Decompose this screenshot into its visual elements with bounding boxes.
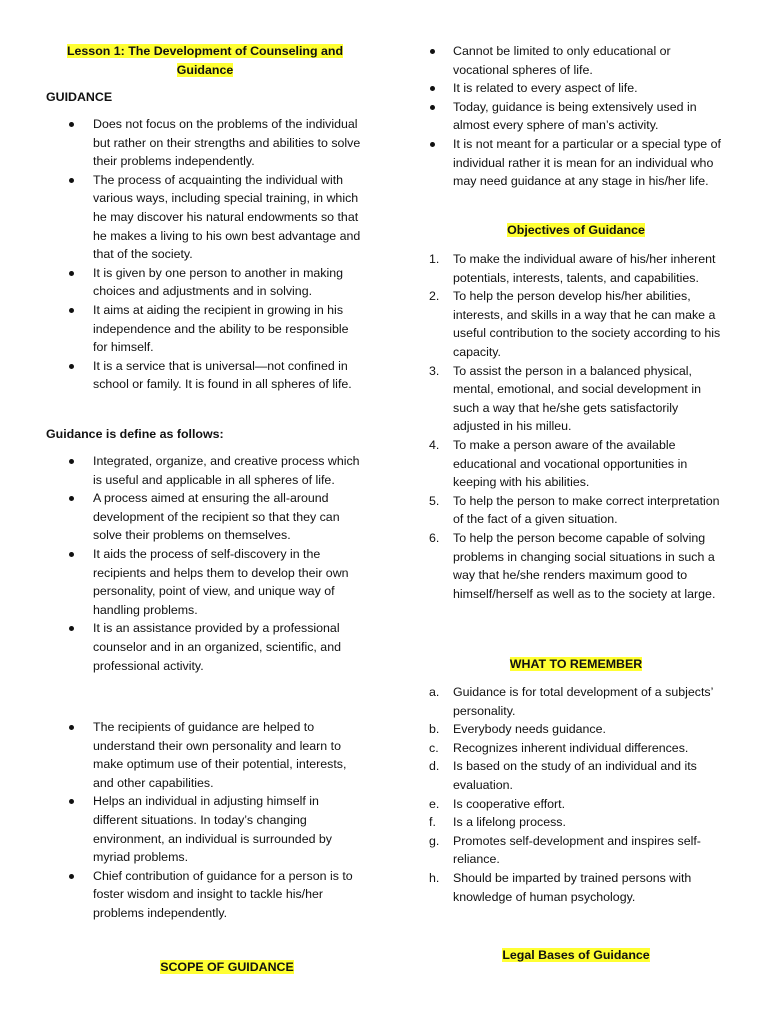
list-item (423, 739, 723, 758)
list-text: Promotes self-development and inspires self-reliance. (453, 833, 701, 867)
list-text: To help the person develop his/her abilities, interests, and skills in a way that he can make a useful contribution to the society according to his capacity. (453, 289, 721, 359)
list-item (423, 492, 723, 529)
legal-heading (423, 946, 729, 965)
list-marker: h. (429, 870, 440, 885)
list-item: It is an assistance provided by a professional counselor and in an organized, scientific, and professional activity. (46, 619, 364, 675)
list-item: It aids the process of self-discovery in the recipients and helps them to develop their own personality, point of view, and unique way of handling problems. (46, 545, 364, 619)
list-item: It is related to every aspect of life. (423, 79, 723, 98)
list-marker: a. (429, 685, 440, 699)
remember-list (423, 683, 723, 906)
guidance-list (46, 115, 364, 394)
list-item: A process aimed at ensuring the all-around development of the recipient so that they can solve their problems on themselves. (46, 489, 364, 545)
document-title (60, 42, 350, 80)
list-item: It aims at aiding the recipient in growing in his independence and the ability to be responsible for himself. (46, 301, 364, 357)
list-text: To help the person to make correct interpretation of the fact of a given situation. (453, 493, 720, 527)
objectives-heading-text: Objectives of Guidance (507, 223, 645, 237)
list-marker: b. (429, 722, 440, 737)
list-item (423, 529, 723, 603)
list-item (423, 813, 723, 832)
list-marker: 3. (429, 363, 440, 378)
list-item: Today, guidance is being extensively used in almost every sphere of man’s activity. (423, 98, 723, 135)
list-text: Is based on the study of an individual and its evaluation. (453, 759, 697, 792)
list-item (423, 795, 723, 814)
list-item: Integrated, organize, and creative process which is useful and applicable in all spheres of life. (46, 452, 364, 489)
guidance-heading: GUIDANCE (46, 90, 113, 104)
list-item (423, 362, 723, 436)
list-marker: 4. (429, 437, 440, 452)
list-text: Should be imparted by trained persons with knowledge of human psychology. (453, 870, 692, 904)
list-item: The recipients of guidance are helped to understand their own personality and learn to make optimum use of their potential, interests, and other capabilities. (46, 718, 364, 792)
scope-heading (46, 958, 408, 977)
list-marker: 2. (429, 289, 440, 304)
list-item: It is not meant for a particular or a special type of individual rather it is mean for an individual who may need guidance at any stage in his/her life. (423, 135, 723, 191)
list-marker: 6. (429, 530, 440, 545)
list-item: Chief contribution of guidance for a person is to foster wisdom and insight to tackle his/her problems independently. (46, 867, 364, 923)
list-marker: c. (429, 740, 439, 755)
list-item (423, 683, 723, 720)
list-item: Cannot be limited to only educational or vocational spheres of life. (423, 42, 723, 79)
document-title-text: Lesson 1: The Development of Counseling and Guidance (66, 44, 344, 77)
list-item (423, 720, 723, 739)
remember-heading (423, 655, 729, 674)
objectives-list (423, 250, 723, 603)
list-item (423, 250, 723, 287)
list-text: Guidance is for total development of a subjects’ personality. (453, 685, 713, 718)
list-item: It is a service that is universal—not confined in school or family. It is found in all spheres of life. (46, 357, 364, 394)
list-marker: g. (429, 833, 440, 848)
list-item (423, 869, 723, 906)
list-text: Is a lifelong process. (453, 815, 566, 830)
scope-list (423, 42, 723, 191)
list-marker: d. (429, 759, 440, 774)
list-item: It is given by one person to another in making choices and adjustments and in solving. (46, 264, 364, 301)
more-list (46, 718, 364, 923)
list-item: Helps an individual in adjusting himself in different situations. In today’s changing environment, an individual is surrounded by myriad problems. (46, 792, 364, 866)
list-text: Is cooperative effort. (453, 796, 566, 811)
objectives-heading (423, 221, 729, 240)
list-marker: f. (429, 815, 436, 830)
define-heading: Guidance is define as follows: (46, 427, 224, 441)
list-marker: 5. (429, 493, 440, 508)
list-text: To make the individual aware of his/her inherent potentials, interests, talents, and capabilities. (453, 252, 716, 285)
list-marker: 1. (429, 252, 440, 266)
define-list (46, 452, 364, 675)
list-text: To assist the person in a balanced physical, mental, emotional, and social development in such a way that he/she gets satisfactorily adjusted in his milleu. (453, 363, 701, 434)
remember-heading-text: WHAT TO REMEMBER (509, 657, 643, 671)
list-text: To make a person aware of the available educational and vocational opportunities in keeping with his abilities. (453, 437, 688, 490)
list-text: To help the person become capable of solving problems in changing social situations in such a way that he/she renders maximum good to himself/herself as well as to the society at large. (453, 530, 716, 601)
list-item (423, 436, 723, 492)
legal-heading-text: Legal Bases of Guidance (502, 948, 650, 962)
list-marker: e. (429, 796, 440, 811)
list-text: Everybody needs guidance. (453, 722, 606, 737)
list-item (423, 287, 723, 361)
list-item (423, 832, 723, 869)
list-text: Recognizes inherent individual differences. (453, 740, 689, 755)
list-item: Does not focus on the problems of the individual but rather on their strengths and abilities to solve their problems independently. (46, 115, 364, 171)
scope-heading-text: SCOPE OF GUIDANCE (160, 960, 294, 974)
list-item (423, 757, 723, 794)
list-item: The process of acquainting the individual with various ways, including special training, in which he may discover his natural endowments so that he makes a living to his own best advantage and that of the society. (46, 171, 364, 264)
